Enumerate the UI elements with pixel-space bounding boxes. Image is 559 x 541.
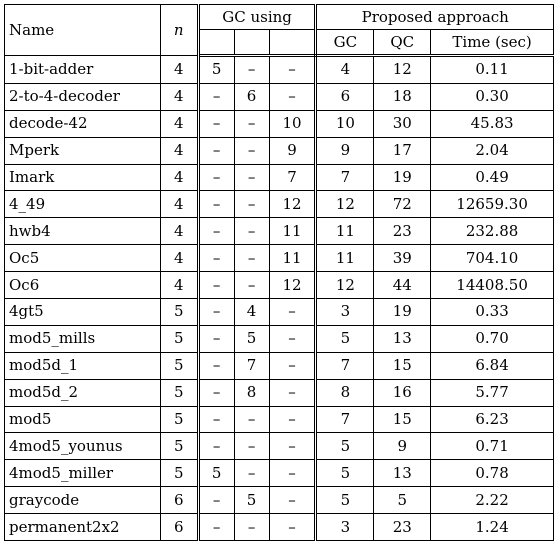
cell-gc-using-2: –	[234, 514, 269, 541]
cell-qc: 5	[374, 487, 431, 514]
cell-n: 5	[160, 325, 198, 352]
cell-time: 0.78	[431, 460, 554, 487]
cell-name: 4_49	[5, 191, 161, 218]
cell-name: 4gt5	[5, 299, 161, 326]
cell-gc: 4	[316, 56, 374, 84]
cell-name: Oc6	[5, 272, 161, 299]
header-name: Name	[5, 5, 161, 56]
cell-gc-using-1: –	[198, 299, 234, 326]
cell-time: 5.77	[431, 379, 554, 406]
cell-n: 5	[160, 460, 198, 487]
cell-time: 0.70	[431, 325, 554, 352]
cell-name: 1-bit-adder	[5, 56, 161, 84]
cell-gc-using-3: –	[269, 56, 316, 84]
cell-qc: 15	[374, 352, 431, 379]
table-row	[5, 164, 554, 191]
cell-gc-using-2: 5	[234, 325, 269, 352]
table-row	[5, 245, 554, 272]
cell-qc: 72	[374, 191, 431, 218]
table-row	[5, 325, 554, 352]
cell-time: 704.10	[431, 245, 554, 272]
cell-n: 6	[160, 487, 198, 514]
cell-gc: 5	[316, 433, 374, 460]
header-gc-using-col3	[269, 30, 316, 56]
cell-name: permanent2x2	[5, 514, 161, 541]
table-row	[5, 352, 554, 379]
cell-gc-using-1: –	[198, 325, 234, 352]
cell-qc: 23	[374, 218, 431, 245]
cell-gc: 9	[316, 137, 374, 164]
cell-gc: 5	[316, 325, 374, 352]
cell-gc-using-3: 9	[269, 137, 316, 164]
cell-name: mod5	[5, 406, 161, 433]
table-row	[5, 460, 554, 487]
cell-gc-using-2: –	[234, 218, 269, 245]
cell-gc: 7	[316, 352, 374, 379]
cell-time: 6.84	[431, 352, 554, 379]
cell-qc: 18	[374, 83, 431, 110]
cell-gc-using-2: –	[234, 56, 269, 84]
header-qc: QC	[374, 30, 431, 56]
cell-n: 4	[160, 245, 198, 272]
cell-time: 0.49	[431, 164, 554, 191]
cell-gc-using-2: –	[234, 137, 269, 164]
cell-n: 5	[160, 352, 198, 379]
cell-gc: 5	[316, 460, 374, 487]
cell-qc: 13	[374, 325, 431, 352]
cell-name: mod5_mills	[5, 325, 161, 352]
table-row	[5, 137, 554, 164]
table-row	[5, 433, 554, 460]
cell-gc-using-1: –	[198, 406, 234, 433]
cell-name: Mperk	[5, 137, 161, 164]
table-row	[5, 514, 554, 541]
cell-time: 14408.50	[431, 272, 554, 299]
cell-gc-using-2: 6	[234, 83, 269, 110]
table-row	[5, 191, 554, 218]
cell-gc-using-3: –	[269, 325, 316, 352]
cell-gc-using-1: –	[198, 164, 234, 191]
table-body	[5, 56, 554, 541]
cell-n: 5	[160, 379, 198, 406]
cell-gc-using-3: 10	[269, 110, 316, 137]
cell-gc: 11	[316, 218, 374, 245]
header-gc: GC	[316, 30, 374, 56]
cell-gc-using-3: –	[269, 514, 316, 541]
cell-gc: 11	[316, 245, 374, 272]
cell-name: graycode	[5, 487, 161, 514]
cell-n: 4	[160, 83, 198, 110]
cell-gc-using-3: 12	[269, 272, 316, 299]
table-row	[5, 406, 554, 433]
cell-gc: 6	[316, 83, 374, 110]
cell-time: 2.04	[431, 137, 554, 164]
cell-time: 1.24	[431, 514, 554, 541]
cell-gc-using-2: –	[234, 245, 269, 272]
cell-time: 6.23	[431, 406, 554, 433]
cell-time: 0.30	[431, 83, 554, 110]
cell-gc-using-1: 5	[198, 460, 234, 487]
cell-gc-using-2: –	[234, 191, 269, 218]
cell-gc-using-2: 4	[234, 299, 269, 326]
cell-gc-using-2: –	[234, 460, 269, 487]
cell-gc-using-3: –	[269, 379, 316, 406]
table-row	[5, 487, 554, 514]
cell-gc-using-3: –	[269, 352, 316, 379]
cell-gc-using-3: –	[269, 406, 316, 433]
cell-n: 4	[160, 110, 198, 137]
cell-time: 0.71	[431, 433, 554, 460]
cell-gc-using-3: –	[269, 83, 316, 110]
cell-gc-using-1: –	[198, 514, 234, 541]
cell-gc-using-2: 8	[234, 379, 269, 406]
cell-n: 4	[160, 191, 198, 218]
header-n: n	[160, 5, 198, 56]
header-gc-using: GC using	[198, 5, 316, 30]
cell-gc-using-1: –	[198, 352, 234, 379]
cell-qc: 15	[374, 406, 431, 433]
cell-gc-using-3: 7	[269, 164, 316, 191]
cell-gc-using-3: 11	[269, 218, 316, 245]
cell-name: 2-to-4-decoder	[5, 83, 161, 110]
cell-gc-using-3: –	[269, 433, 316, 460]
cell-gc-using-2: 5	[234, 487, 269, 514]
cell-gc-using-1: –	[198, 191, 234, 218]
cell-name: decode-42	[5, 110, 161, 137]
cell-name: Oc5	[5, 245, 161, 272]
table-row	[5, 379, 554, 406]
cell-gc-using-3: –	[269, 299, 316, 326]
cell-gc-using-1: –	[198, 272, 234, 299]
cell-gc: 5	[316, 487, 374, 514]
cell-time: 232.88	[431, 218, 554, 245]
cell-gc: 7	[316, 406, 374, 433]
cell-gc-using-2: –	[234, 110, 269, 137]
header-proposed-approach: Proposed approach	[316, 5, 554, 30]
cell-gc-using-1: –	[198, 218, 234, 245]
cell-qc: 23	[374, 514, 431, 541]
cell-qc: 44	[374, 272, 431, 299]
cell-n: 5	[160, 299, 198, 326]
table-row	[5, 218, 554, 245]
cell-time: 12659.30	[431, 191, 554, 218]
cell-qc: 16	[374, 379, 431, 406]
cell-qc: 12	[374, 56, 431, 84]
table-row	[5, 56, 554, 84]
cell-qc: 30	[374, 110, 431, 137]
header-gc-using-col2	[234, 30, 269, 56]
cell-qc: 13	[374, 460, 431, 487]
cell-gc-using-3: 11	[269, 245, 316, 272]
cell-n: 4	[160, 218, 198, 245]
cell-gc-using-3: –	[269, 487, 316, 514]
cell-gc-using-1: 5	[198, 56, 234, 84]
cell-gc: 3	[316, 299, 374, 326]
table-row	[5, 110, 554, 137]
cell-time: 2.22	[431, 487, 554, 514]
cell-n: 4	[160, 56, 198, 84]
cell-gc: 12	[316, 272, 374, 299]
cell-qc: 19	[374, 164, 431, 191]
cell-gc-using-1: –	[198, 379, 234, 406]
cell-n: 5	[160, 406, 198, 433]
cell-n: 5	[160, 433, 198, 460]
cell-n: 6	[160, 514, 198, 541]
cell-name: Imark	[5, 164, 161, 191]
cell-gc-using-2: –	[234, 433, 269, 460]
header-gc-using-col1	[198, 30, 234, 56]
cell-gc-using-3: –	[269, 460, 316, 487]
cell-time: 45.83	[431, 110, 554, 137]
cell-gc: 12	[316, 191, 374, 218]
cell-gc-using-2: 7	[234, 352, 269, 379]
table-row	[5, 299, 554, 326]
cell-name: 4mod5_younus	[5, 433, 161, 460]
cell-time: 0.11	[431, 56, 554, 84]
cell-name: mod5d_1	[5, 352, 161, 379]
cell-gc: 10	[316, 110, 374, 137]
cell-n: 4	[160, 164, 198, 191]
results-table	[4, 4, 554, 541]
cell-gc-using-1: –	[198, 83, 234, 110]
cell-gc: 8	[316, 379, 374, 406]
cell-time: 0.33	[431, 299, 554, 326]
table-row	[5, 83, 554, 110]
cell-qc: 17	[374, 137, 431, 164]
cell-gc-using-3: 12	[269, 191, 316, 218]
cell-gc-using-1: –	[198, 137, 234, 164]
cell-name: mod5d_2	[5, 379, 161, 406]
cell-qc: 39	[374, 245, 431, 272]
cell-gc: 7	[316, 164, 374, 191]
cell-gc-using-1: –	[198, 110, 234, 137]
cell-gc-using-1: –	[198, 433, 234, 460]
cell-qc: 9	[374, 433, 431, 460]
cell-n: 4	[160, 272, 198, 299]
cell-n: 4	[160, 137, 198, 164]
table-row	[5, 272, 554, 299]
cell-gc: 3	[316, 514, 374, 541]
header-time: Time (sec)	[431, 30, 554, 56]
cell-qc: 19	[374, 299, 431, 326]
cell-gc-using-1: –	[198, 245, 234, 272]
cell-gc-using-1: –	[198, 487, 234, 514]
cell-gc-using-2: –	[234, 164, 269, 191]
cell-gc-using-2: –	[234, 406, 269, 433]
cell-gc-using-2: –	[234, 272, 269, 299]
cell-name: hwb4	[5, 218, 161, 245]
cell-name: 4mod5_miller	[5, 460, 161, 487]
